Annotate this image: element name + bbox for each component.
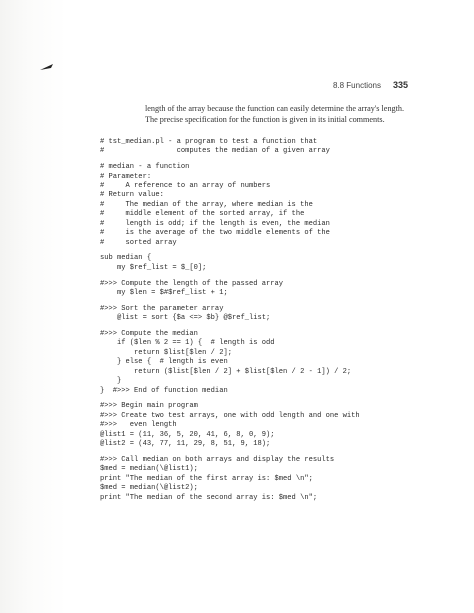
code-line: # median - a function: [100, 163, 190, 172]
code-line: @list = sort {$a <=> $b} @$ref_list;: [100, 314, 271, 323]
code-line: } else { # length is even: [100, 358, 228, 367]
code-line: # computes the median of a given array: [100, 147, 330, 156]
code-line: # Parameter:: [100, 172, 152, 181]
code-line: # The median of the array, where median is the: [100, 200, 313, 209]
code-line: #>>> even length: [100, 421, 177, 430]
body-text: [145, 103, 415, 125]
code-line: sub median {: [100, 254, 152, 263]
code-line: #>>> Create two test arrays, one with odd length and one with: [100, 411, 360, 420]
code-line: # A reference to an array of numbers: [100, 182, 271, 191]
code-line: # Return value:: [100, 191, 164, 200]
page-number: 335: [392, 80, 408, 90]
code-line: # is the average of the two middle elements of the: [100, 229, 330, 238]
code-line: return $list[$len / 2];: [100, 348, 232, 357]
section-title: 8.8 Functions: [332, 81, 381, 90]
code-line: # middle element of the sorted array, if the: [100, 210, 305, 219]
code-line: #>>> Sort the parameter array: [100, 304, 224, 313]
code-line: #>>> Compute the length of the passed array: [100, 279, 284, 288]
code-line: # length is odd; if the length is even, the median: [100, 219, 330, 228]
code-line: $med = median(\@list1);: [100, 465, 198, 474]
code-line: } #>>> End of function median: [100, 386, 228, 395]
code-line: # sorted array: [100, 238, 177, 247]
code-line: #>>> Begin main program: [100, 402, 198, 411]
code-line: print "The median of the first array is: $med \n";: [100, 474, 313, 483]
code-line: print "The median of the second array is: $med \n";: [100, 493, 318, 502]
code-line: my $ref_list = $_[0];: [100, 263, 207, 272]
code-line: @list1 = (11, 36, 5, 20, 41, 6, 8, 0, 9);: [100, 430, 275, 439]
code-listing: [100, 138, 400, 503]
code-line: return ($list[$len / 2] + $list[$len / 2 - 1]) / 2;: [100, 367, 352, 376]
code-line: my $len = $#$ref_list + 1;: [100, 289, 228, 298]
prose-line: length of the array because the function can easily determine the array's length.: [145, 104, 405, 113]
code-line: }: [100, 377, 122, 386]
code-line: #>>> Compute the median: [100, 329, 198, 338]
code-line: if ($len % 2 == 1) { # length is odd: [100, 339, 275, 348]
code-line: #>>> Call median on both arrays and display the results: [100, 455, 335, 464]
corner-arrow-icon: [40, 63, 54, 71]
prose-line: The precise specification for the function is given in its initial comments.: [145, 115, 385, 124]
code-line: # tst_median.pl - a program to test a function that: [100, 138, 318, 146]
running-header: [333, 80, 408, 90]
code-line: $med = median(\@list2);: [100, 484, 198, 493]
code-line: @list2 = (43, 77, 11, 29, 8, 51, 9, 18);: [100, 440, 271, 449]
